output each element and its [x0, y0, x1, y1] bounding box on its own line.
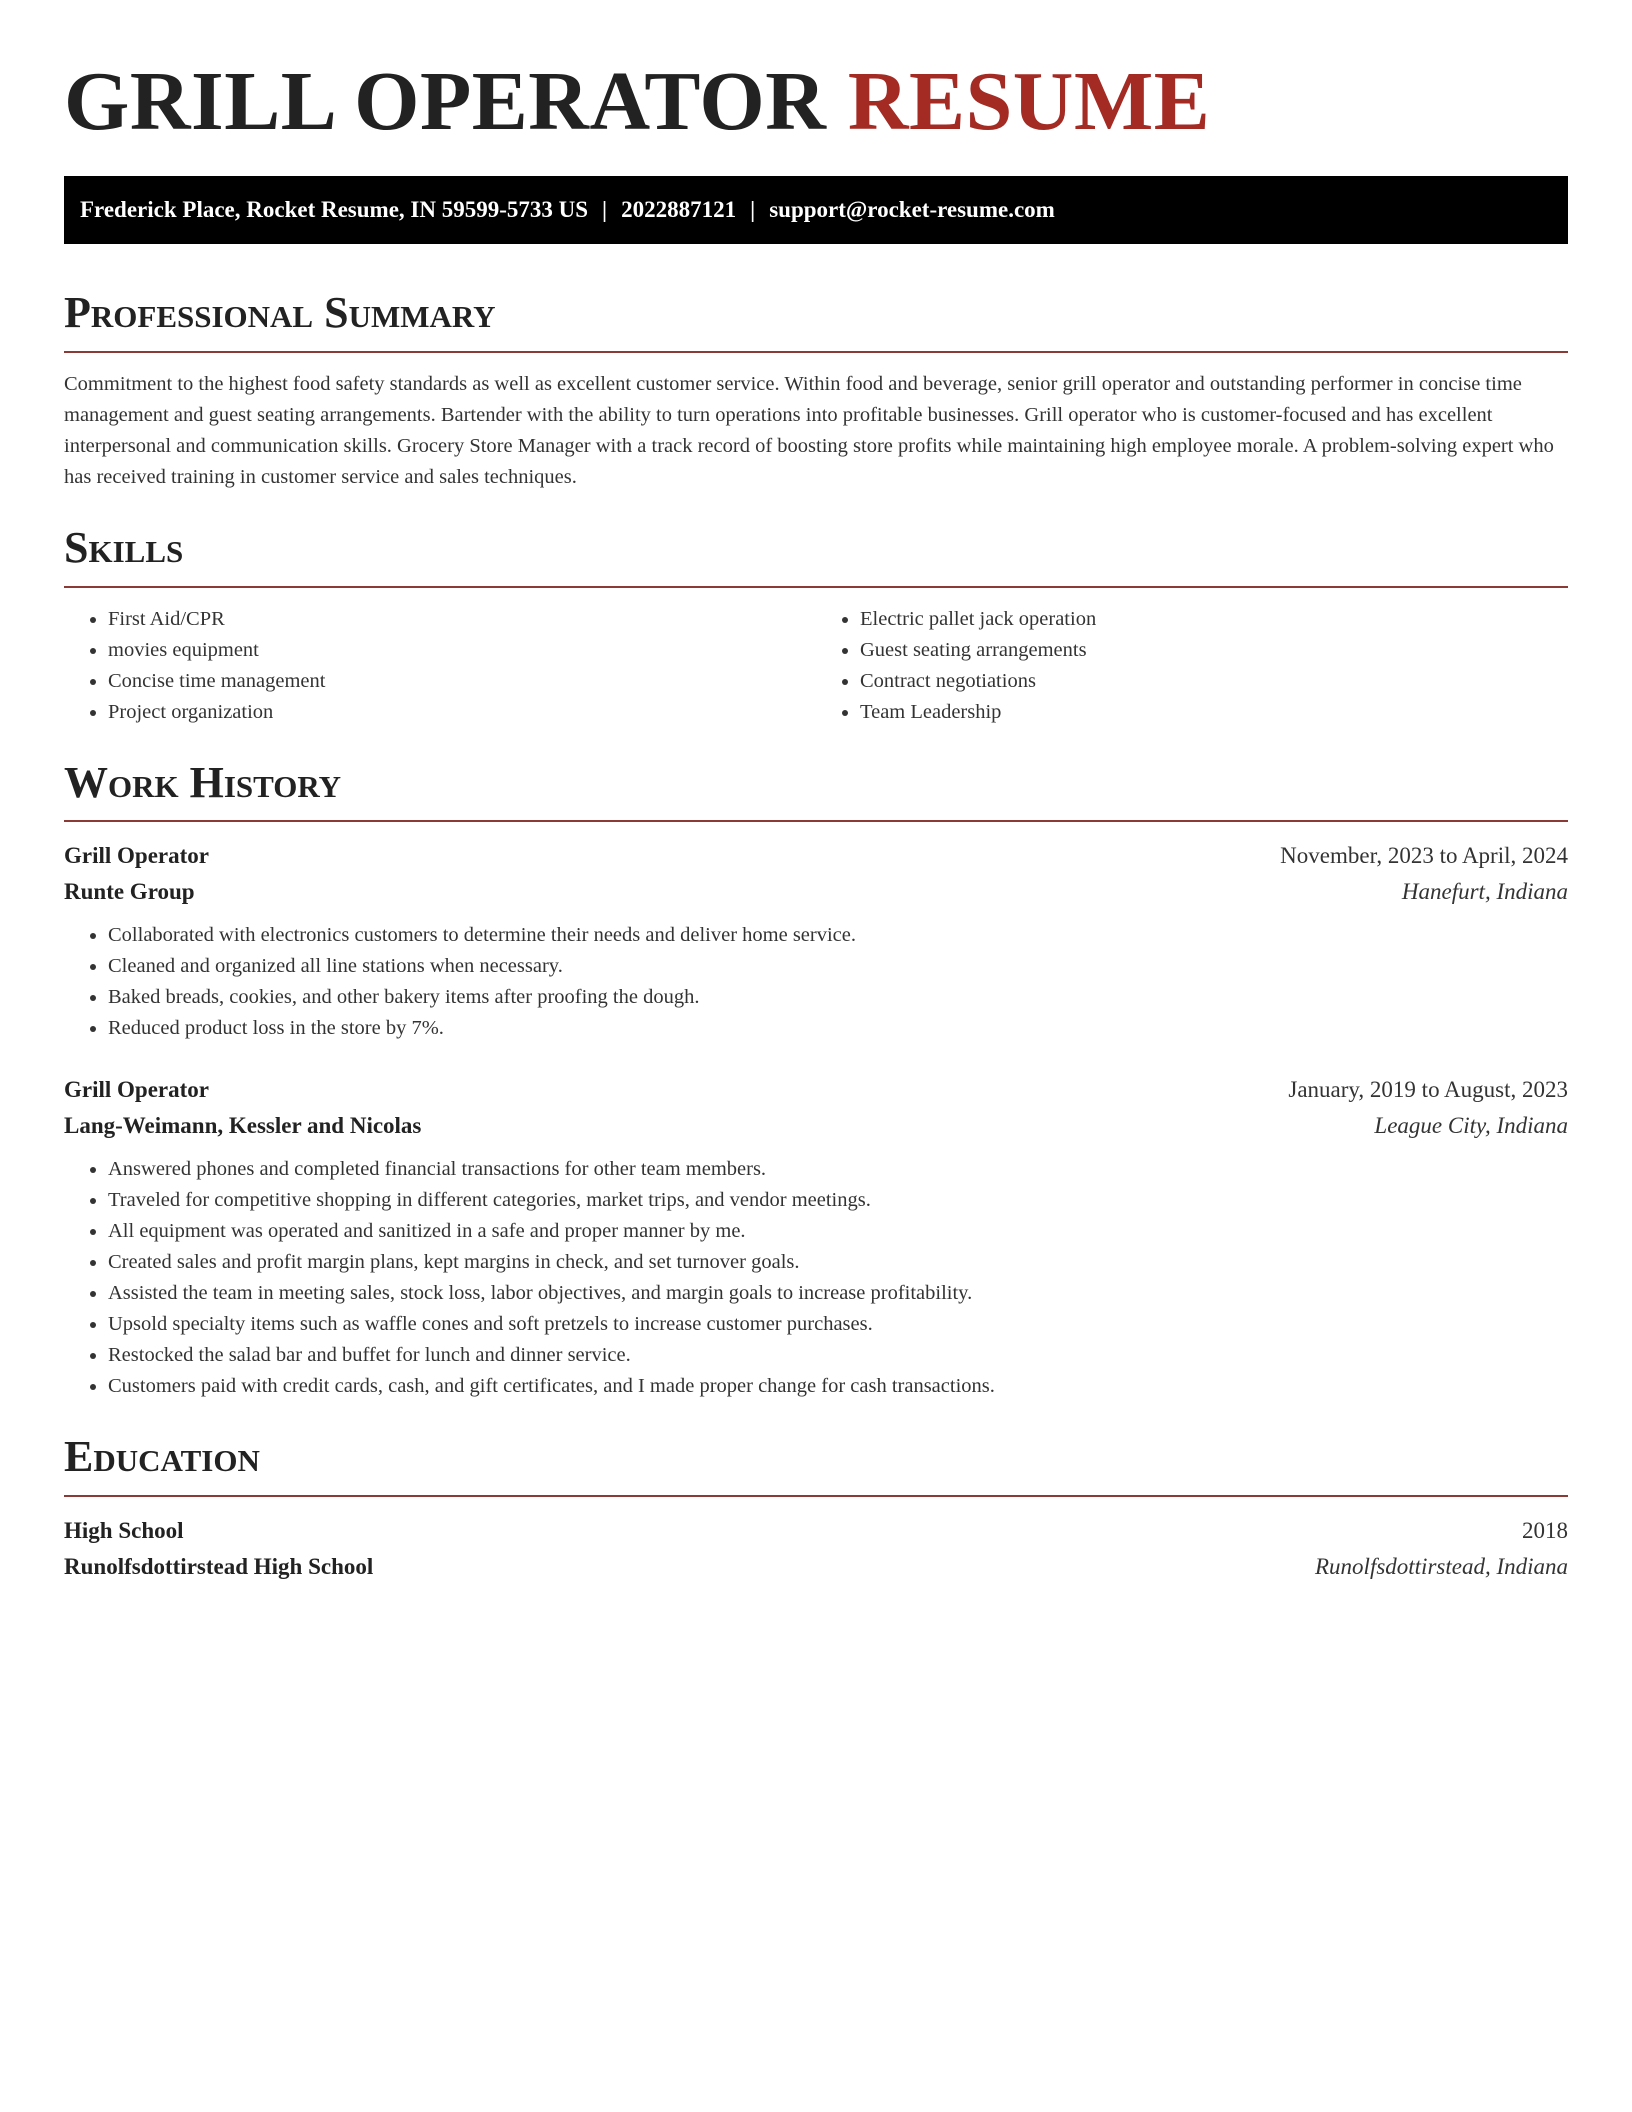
education-degree-row — [64, 1513, 1568, 1549]
skill-item: • Guest seating arrangements — [860, 635, 1568, 666]
skills-columns — [64, 604, 1568, 728]
education-year: 2018 — [1522, 1517, 1568, 1543]
job-dates: November, 2023 to April, 2024 — [1280, 843, 1568, 869]
contact-separator: | — [750, 197, 756, 223]
job-entry — [64, 838, 1568, 1044]
job-title: Grill Operator — [64, 843, 209, 869]
job-bullet: • Assisted the team in meeting sales, stock loss, labor objectives, and margin goals to increase profitability. — [108, 1278, 1568, 1309]
work-heading: Work History — [64, 757, 342, 807]
job-company: Runte Group — [64, 879, 195, 905]
education-degree: High School — [64, 1517, 184, 1543]
contact-address: Frederick Place, Rocket Resume, IN 59599-5733 US — [80, 197, 589, 223]
skills-section — [64, 523, 1568, 728]
skills-list-right — [816, 604, 1568, 728]
job-bullet: • All equipment was operated and sanitized in a safe and proper manner by me. — [108, 1216, 1568, 1247]
job-bullet: • Answered phones and completed financial transactions for other team members. — [108, 1154, 1568, 1185]
skills-list-left — [64, 604, 816, 728]
job-company-row — [64, 1108, 1568, 1144]
section-divider — [64, 351, 1568, 353]
job-bullet: • Customers paid with credit cards, cash, and gift certificates, and I made proper change for cash transactions. — [108, 1371, 1568, 1402]
education-heading: Education — [64, 1432, 260, 1482]
skill-item: • Concise time management — [108, 666, 816, 697]
job-bullets — [64, 1154, 1568, 1402]
skill-item: • First Aid/CPR — [108, 604, 816, 635]
contact-separator: | — [602, 197, 608, 223]
skill-item: • Electric pallet jack operation — [860, 604, 1568, 635]
job-entry — [64, 1072, 1568, 1402]
job-company: Lang-Weimann, Kessler and Nicolas — [64, 1113, 422, 1139]
summary-section — [64, 288, 1568, 493]
job-title-row — [64, 1072, 1568, 1108]
job-bullet: • Baked breads, cookies, and other bakery items after proofing the dough. — [108, 982, 1568, 1013]
job-title: Grill Operator — [64, 1077, 209, 1103]
skill-item: • Project organization — [108, 697, 816, 728]
summary-text: Commitment to the highest food safety standards as well as excellent customer service. Within food and beverage, senior grill operator and outstanding performer in concise time management and guest seating arrangements. Bartender with the ability to turn operations into profitable businesses. Grill operator who is customer-focused and has excellent interpersonal and communication skills. Grocery Store Manager with a track record of boosting store profits while maintaining high employee morale. A problem-solving expert who has received training in customer service and sales techniques. — [64, 372, 1554, 488]
title-accent: RESUME — [847, 55, 1211, 148]
work-section — [64, 758, 1568, 1403]
job-company-row — [64, 874, 1568, 910]
summary-heading: Professional Summary — [64, 288, 496, 338]
skills-heading: Skills — [64, 522, 184, 572]
job-bullet: • Created sales and profit margin plans, kept margins in check, and set turnover goals. — [108, 1247, 1568, 1278]
section-divider — [64, 820, 1568, 822]
skill-item: • movies equipment — [108, 635, 816, 666]
job-bullet: • Upsold specialty items such as waffle cones and soft pretzels to increase customer purchases. — [108, 1309, 1568, 1340]
contact-bar — [64, 176, 1568, 244]
section-divider — [64, 586, 1568, 588]
job-title-row — [64, 838, 1568, 874]
education-section — [64, 1432, 1568, 1585]
contact-email: support@rocket-resume.com — [769, 197, 1055, 223]
job-dates: January, 2019 to August, 2023 — [1288, 1077, 1568, 1103]
resume-title — [64, 56, 1568, 148]
job-bullet: • Collaborated with electronics customers to determine their needs and deliver home service. — [108, 920, 1568, 951]
job-bullet: • Traveled for competitive shopping in different categories, market trips, and vendor meetings. — [108, 1185, 1568, 1216]
contact-phone: 2022887121 — [621, 197, 737, 223]
job-bullets — [64, 920, 1568, 1044]
education-school: Runolfsdottirstead High School — [64, 1553, 374, 1579]
skill-item: • Team Leadership — [860, 697, 1568, 728]
section-divider — [64, 1495, 1568, 1497]
title-main: GRILL OPERATOR — [64, 55, 827, 148]
job-location: League City, Indiana — [1374, 1113, 1568, 1139]
job-bullet: • Restocked the salad bar and buffet for lunch and dinner service. — [108, 1340, 1568, 1371]
job-bullet: • Cleaned and organized all line stations when necessary. — [108, 951, 1568, 982]
job-bullet: • Reduced product loss in the store by 7%. — [108, 1013, 1568, 1044]
education-location: Runolfsdottirstead, Indiana — [1315, 1553, 1568, 1579]
skill-item: • Contract negotiations — [860, 666, 1568, 697]
job-location: Hanefurt, Indiana — [1401, 879, 1568, 905]
education-school-row — [64, 1549, 1568, 1585]
